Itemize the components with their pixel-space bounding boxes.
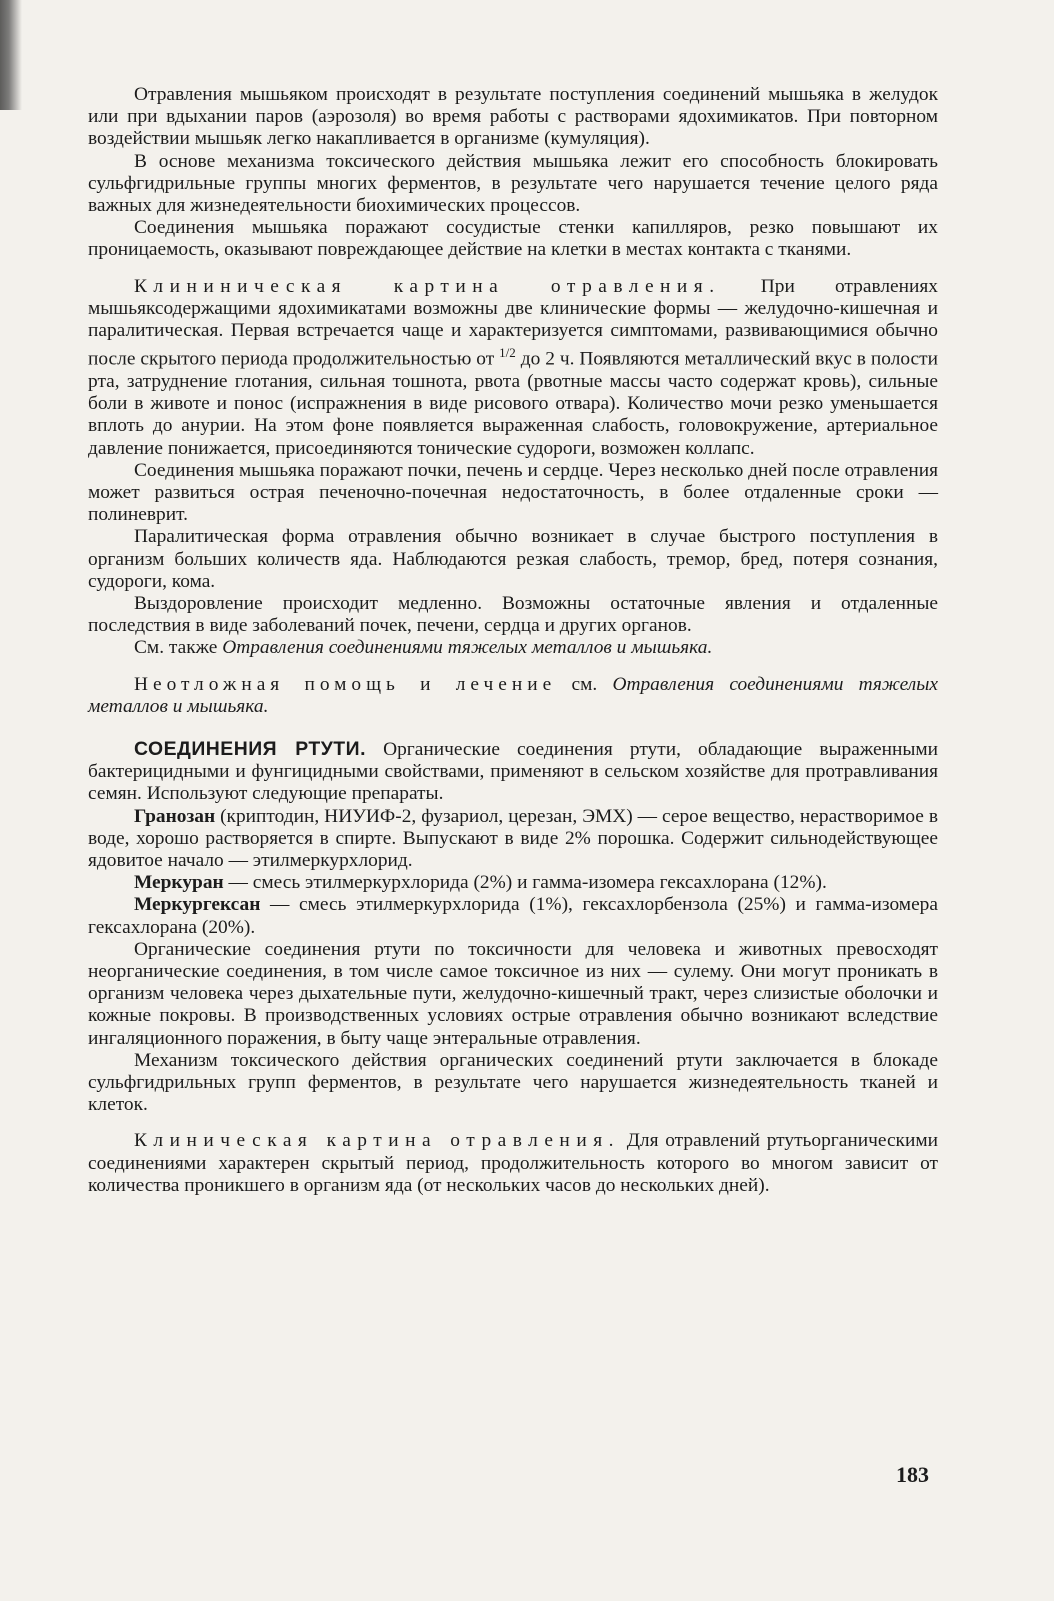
fraction: 1/2 bbox=[499, 345, 516, 361]
cross-reference: Отравления соединениями тяжелых металлов и мышьяка. bbox=[88, 673, 938, 717]
paragraph: В основе механизма токсического действия мышьяка лежит его способность блокировать сульфгидрильные группы многих ферментов, в результате чего нарушается течение целого ряда важных для жизнедеятельности биохимических процессов. bbox=[88, 150, 938, 217]
paragraph-emergency bbox=[88, 674, 938, 718]
paragraph-clinical-mercury bbox=[88, 1130, 938, 1197]
paragraph-mercury bbox=[88, 738, 938, 806]
paragraph: Паралитическая форма отравления обычно возникает в случае быстрого поступления в организм больших количеств яда. Наблюдаются резкая слабость, тремор, бред, потеря сознания, судороги, кома. bbox=[88, 526, 938, 592]
paragraph-merkurgeksan bbox=[88, 894, 938, 938]
paragraph: Органические соединения ртути по токсичности для человека и животных превосходят неорганические соединения, в том числе самое токсичное из них — сулему. Они могут проникать в организм человека через дыхательные пути, желудочно-кишечный тракт, через слизистые оболочки и кожные покровы. В производственных условиях острые отравления обычно возникают вследствие ингаляционного поражения, в быту чаще энтеральные отравления. bbox=[88, 938, 938, 1049]
term: Гранозан bbox=[134, 805, 216, 827]
term: Меркуран bbox=[134, 872, 224, 894]
paragraph-text: — смесь этилмеркурхлорида (1%), гексахлорбензола (25%) и гамма-изомера гексахлорана (20%). bbox=[88, 894, 938, 938]
term: Меркургексан bbox=[134, 894, 261, 916]
paragraph: Соединения мышьяка поражают почки, печень и сердце. Через несколько дней после отравления может развиться острая печеночно-почечная недостаточность, в более отдаленные сроки — полиневрит. bbox=[88, 459, 938, 526]
article-heading: СОЕДИНЕНИЯ РТУТИ. bbox=[134, 737, 366, 760]
section-heading: Неотложная помощь и лечение bbox=[134, 673, 557, 695]
paragraph: Механизм токсического действия органических соединений ртути заключается в блокаде сульфгидрильных групп ферментов, в результате чего нарушается жизнедеятельность тканей и клеток. bbox=[88, 1049, 938, 1116]
paragraph-clinical-arsenic bbox=[88, 276, 938, 460]
cross-reference: Отравления соединениями тяжелых металлов и мышьяка. bbox=[222, 637, 713, 659]
paragraph-text: См. также bbox=[134, 637, 223, 659]
scan-edge-mark bbox=[0, 0, 22, 110]
paragraph-text: Органические соединения ртути, обладающие выраженными бактерицидными и фунгицидными свойствами, применяют в сельском хозяйстве для протравливания семян. Используют следующие препараты. bbox=[88, 738, 938, 805]
document-page bbox=[88, 84, 938, 1197]
paragraph-see-also bbox=[88, 637, 938, 659]
paragraph-text: (криптодин, НИУИФ-2, фузариол, церезан, ЭМХ) — серое вещество, нерастворимое в воде, хорошо растворяется в спирте. Выпускают в виде 2% порошка. Содержит сильнодействующее ядовитое начало — этилмеркурхлорид. bbox=[88, 805, 938, 871]
paragraph-text: При отравлениях мышьяксодержащими ядохимикатами возможны две клинические формы — желудочно-кишечная и паралитическая. Первая встречается чаще и характеризуется симптомами, развивающимися обычно после скрытого периода продолжительностью от bbox=[88, 275, 938, 370]
paragraph-merkuran bbox=[88, 872, 938, 894]
paragraph-text: см. bbox=[556, 673, 613, 695]
paragraph-text: до 2 ч. Появляются металлический вкус в полости рта, затруднение глотания, сильная тошнота, рвота (рвотные массы часто содержат кровь), сильные боли в животе и понос (испражнения в виде рисового отвара). Количество мочи резко уменьшается вплоть до анурии. На этом фоне появляется выраженная слабость, головокружение, артериальное давление понижается, присоединяются тонические судороги, возможен коллапс. bbox=[88, 348, 939, 459]
paragraph-granozan bbox=[88, 806, 938, 873]
section-heading: Клиническая картина отравления. bbox=[134, 1130, 620, 1152]
paragraph-text: — смесь этилмеркурхлорида (2%) и гамма-изомера гексахлорана (12%). bbox=[223, 872, 827, 894]
page-number: 183 bbox=[896, 1462, 929, 1487]
paragraph: Отравления мышьяком происходят в результате поступления соединений мышьяка в желудок или при вдыхании паров (аэрозоля) во время работы с растворами ядохимикатов. При повторном воздействии мышьяк легко накапливается в организме (кумуляция). bbox=[88, 84, 938, 150]
section-heading: Клининическая картина отравления. bbox=[134, 275, 721, 297]
paragraph: Соединения мышьяка поражают сосудистые стенки капилляров, резко повышают их проницаемость, оказывают повреждающее действие на клетки в местах контакта с тканями. bbox=[88, 217, 938, 261]
paragraph: Выздоровление происходит медленно. Возможны остаточные явления и отдаленные последствия в виде заболеваний почек, печени, сердца и других органов. bbox=[88, 592, 938, 637]
paragraph-text: Для отравлений ртутьорганическими соединениями характерен скрытый период, продолжительность которого во многом зависит от количества проникшего в организм яда (от нескольких часов до нескольких дней). bbox=[88, 1130, 939, 1196]
